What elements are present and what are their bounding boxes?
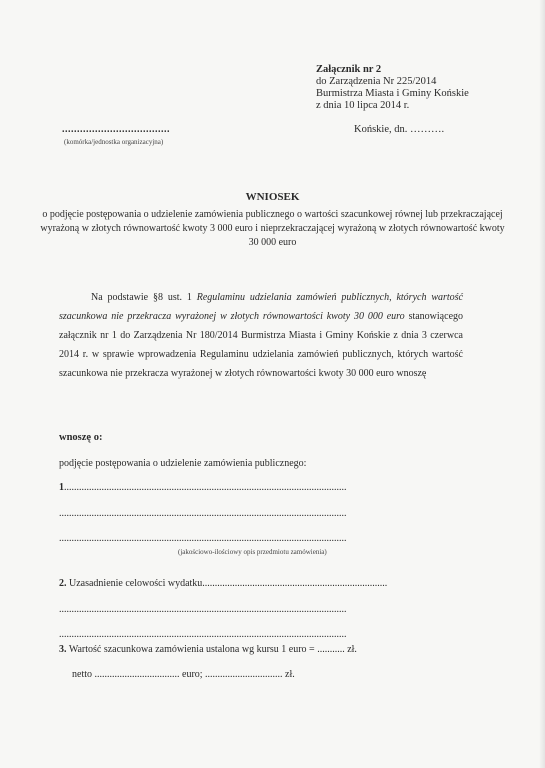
- item-1-caption: (jakościowo-ilościowy opis przedmiotu zamówienia): [178, 548, 327, 556]
- net-label: netto: [72, 669, 92, 680]
- attachment-line-3: z dnia 10 lipca 2014 r.: [316, 100, 410, 111]
- euro-label: euro;: [182, 669, 203, 680]
- net-pln-dots[interactable]: ...............................: [205, 669, 283, 680]
- item-1-dots[interactable]: .................................................................................................................: [64, 482, 347, 493]
- attachment-line-1: do Zarządzenia Nr 225/2014: [316, 76, 437, 87]
- item-2-label: Uzasadnienie celowości wydatku: [69, 578, 203, 589]
- document-subtitle: o podjęcie postępowania o udzielenie zamówienia publicznego o wartości szacunkowej równej lub przekraczającej wyrażoną w złotych równowartość kwoty 3 000 euro i nieprzekraczającej wyrażoną w złotych równowartość kwoty 30 000 euro: [40, 209, 505, 248]
- unit-dots: ....................................: [62, 124, 170, 135]
- place-date: Końskie, dn. ……….: [354, 124, 445, 135]
- request-label: wnoszę o:: [59, 432, 103, 443]
- item-1-line-2[interactable]: ...................................................................................................................: [59, 508, 347, 519]
- attachment-title: Załącznik nr 2: [316, 64, 382, 75]
- attachment-line-2: Burmistrza Miasta i Gminy Końskie: [316, 88, 469, 99]
- net-line: [72, 669, 295, 680]
- attachment-header: [316, 64, 469, 112]
- item-2-line-2[interactable]: ...................................................................................................................: [59, 604, 347, 615]
- unit-caption: (komórka/jednostka organizacyjna): [64, 138, 164, 146]
- item-2-line-3[interactable]: ...................................................................................................................: [59, 629, 347, 640]
- item-3-line: [59, 644, 357, 655]
- net-euro-dots[interactable]: ..................................: [94, 669, 180, 680]
- item-1-number: 1: [59, 482, 64, 493]
- item-2-line-1: [59, 578, 387, 589]
- body-text-1: Na podstawie §8 ust. 1: [91, 292, 192, 303]
- item-2-dots[interactable]: ..........................................................................: [202, 578, 388, 589]
- item-3-label[interactable]: Wartość szacunkowa zamówienia ustalona wg kursu 1 euro = ........... zł.: [68, 644, 357, 655]
- item-3-number: 3.: [59, 644, 67, 655]
- body-text-2: stanowiącego załącznik nr 1 do Zarządzenia Nr 180/2014 Burmistrza Miasta i Gminy Końskie z dnia 3 czerwca 2014 r. w sprawie wprowadzenia Regulaminu udzielania zamówień publicznych, których wartość szacunkowa nie przekracza wyrażonej w złotych równowartości kwoty 30 000 euro wnoszę: [59, 311, 464, 379]
- body-paragraph: [59, 288, 463, 383]
- request-intro: podjęcie postępowania o udzielenie zamówienia publicznego:: [59, 458, 307, 469]
- document-title: WNIOSEK: [245, 191, 300, 203]
- scan-edge-shadow: [539, 0, 545, 768]
- item-1-line-3[interactable]: ...................................................................................................................: [59, 533, 347, 544]
- pln-label: zł.: [285, 669, 295, 680]
- body-text-italic: Regulaminu udzielania zamówień publicznych, których wartość szacunkowa nie przekracza wyrażonej w złotych równowartości kwoty 30 000 euro: [59, 292, 463, 322]
- item-1-line-1: [59, 482, 347, 493]
- item-2-number: 2.: [59, 578, 67, 589]
